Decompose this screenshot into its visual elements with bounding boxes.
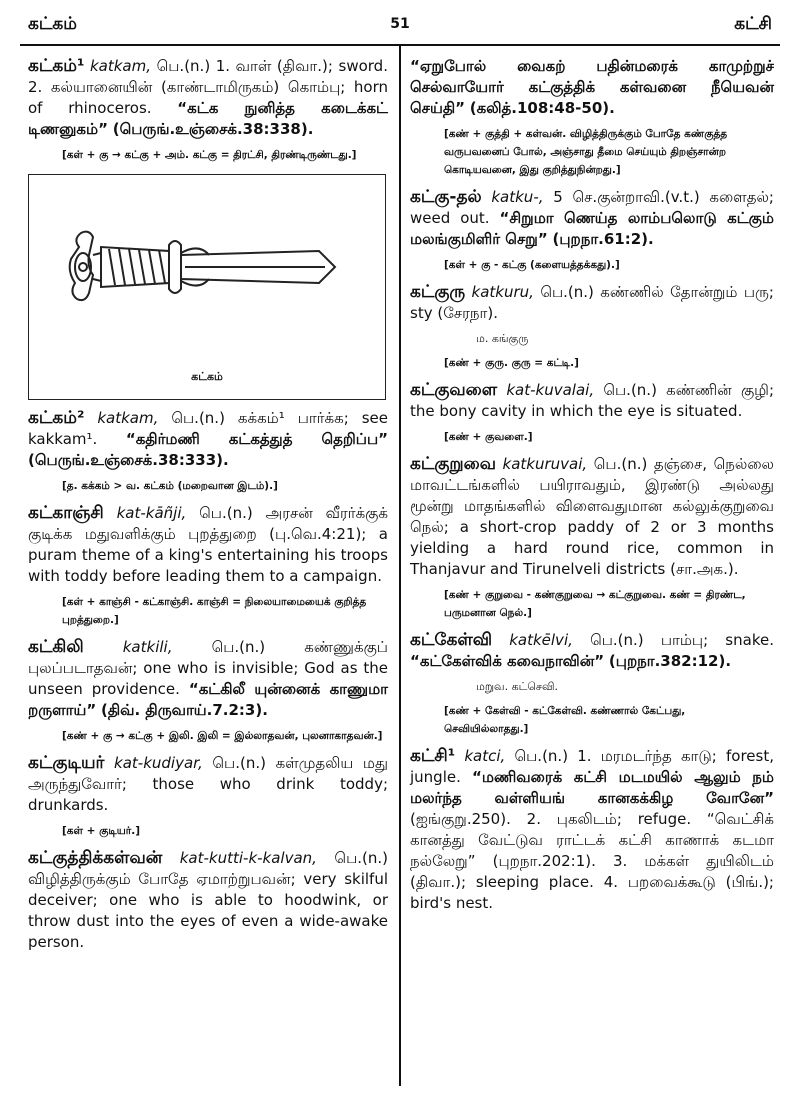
headword: கட்குவளை xyxy=(410,380,498,400)
entry-katkelvi xyxy=(410,630,774,672)
etymology: [கண் + குத்தி + கள்வன். விழித்திருக்கும் போதே கண்குத்த வருபவனைப் போல், அஞ்சாது தீமை செய்யும் திறஞ்சான்ற கொடியவனை, இது குறித்துநின்றது.] xyxy=(444,128,728,176)
headword: கட்கம்¹ xyxy=(28,56,85,76)
entry-katkudiyar xyxy=(28,753,388,816)
headword: கட்கேள்வி xyxy=(410,630,493,650)
entry-katci-1 xyxy=(410,746,774,914)
definition: பெ.(n.) பாம்பு; snake. xyxy=(590,631,774,649)
etymology: [கண் + குரு. குரு = கட்டி.] xyxy=(444,357,579,369)
definition: பெ.(n.) 1. மரமடர்ந்த காடு; forest, jungle. xyxy=(410,747,774,786)
etymology: [கள் + கு - கட்கு (களையத்தக்கது).] xyxy=(444,259,620,271)
citation-quote: “கட்கேள்விக் கவைநாவின்” xyxy=(410,652,605,670)
transliteration: katci, xyxy=(464,747,506,765)
definition: பெ.(n.) கண்ணில் தோன்றும் பரு; sty (சேரநா). xyxy=(410,283,774,322)
right-column xyxy=(410,56,774,920)
definition-continued: (ஐங்குறு.250). 2. புகலிடம்; refuge. “வெட்சிக் கானத்து வேட்டுவ ராட்டக் கட்சி காணாக் கடமா நல்லேறு” (புறநா.202:1). 3. மக்கள் துயிலிடம் (திவா.); sleeping place. 4. பறவைக்கூடு (பிங்.); bird's nest. xyxy=(410,810,774,912)
citation-quote: “ஏறுபோல் வைகற் பதின்மரைக் காமுற்றுச் செல்வாயோர் கட்குத்திக் கள்வனை நீயெவன் செய்தி” xyxy=(410,57,774,117)
etymology: [கண் + கு → கட்கு + இலி. இலி = இல்லாதவன், புலனாகாதவன்.] xyxy=(62,730,383,742)
transliteration: kat-kudiyar, xyxy=(114,754,203,772)
citation-quote: “கட்க நுனித்த கடைக்கட் டிணனுகம்” xyxy=(28,99,388,138)
definition: பெ.(n.) அரசன் வீரர்க்குக் குடிக்க மதுவளிக்கும் புறத்துறை (பு.வெ.4:21); a puram theme of a king's entertaining his troops with toddy before leading them to a campaign. xyxy=(28,504,388,585)
page-header xyxy=(28,14,772,40)
definition: பெ.(n.) 1. வாள் (திவா.); sword. 2. கல்யானையின் (காண்டாமிருகம்) கொம்பு; horn of rhinoceros. xyxy=(28,57,388,117)
etymology: [கண் + கேள்வி - கட்கேள்வி. கண்ணால் கேட்பது, செவியில்லாதது.] xyxy=(444,705,686,735)
page-number: 51 xyxy=(390,16,410,32)
transliteration: katkam, xyxy=(97,409,159,427)
entry-katkuruvai xyxy=(410,454,774,580)
entry-katkam-1 xyxy=(28,56,388,140)
headword: கட்காஞ்சி xyxy=(28,503,104,523)
transliteration: katkuru, xyxy=(471,283,534,301)
entry-katkuru xyxy=(410,282,774,324)
entry-continuation xyxy=(410,56,774,119)
entry-katkam-2 xyxy=(28,408,388,471)
transliteration: katkili, xyxy=(122,638,173,656)
headword: கட்குறுவை xyxy=(410,454,496,474)
citation-ref: (புறநா.61:2). xyxy=(552,230,654,248)
definition: பெ.(n.) கள்முதலிய மது அருந்துவோர்; those who drink toddy; drunkards. xyxy=(28,754,388,814)
etymology: [கள் + கு → கட்கு + அம். கட்கு = திரட்சி, திரண்டிருண்டது.] xyxy=(62,149,357,161)
sword-icon xyxy=(29,175,385,399)
citation-ref: (புறநா.382:12). xyxy=(608,652,732,670)
transliteration: katkuruvai, xyxy=(502,455,588,473)
etymology: [கண் + குறுவை - கண்குறுவை → கட்குறுவை. கண் = திரண்ட, பருமனான நெல்.] xyxy=(444,589,746,619)
etymology: [கண் + குவளை.] xyxy=(444,431,533,443)
transliteration: kat-kāñji, xyxy=(116,504,187,522)
definition: பெ.(n.) விழித்திருக்கும் போதே ஏமாற்றுபவன்; very skilful deceiver; one who is able to hoodwink, or throw dust into the eyes of even a wide-awake person. xyxy=(28,849,388,951)
citation-quote: “சிறுமா ணெய்த லாம்பலொடு கட்கும் மலங்குமிளிர் செறு” xyxy=(410,209,774,248)
entry-katkili xyxy=(28,637,388,721)
etymology: [த. கக்கம் > வ. கட்கம் (மறைவான இடம்).] xyxy=(62,480,278,492)
header-right-guideword: கட்சி xyxy=(734,14,772,34)
definition: பெ.(n.) கக்கம்¹ பார்க்க; see kakkam¹. xyxy=(28,409,388,448)
etymology: [கள் + காஞ்சி - கட்காஞ்சி. காஞ்சி = நிலையாமையைக் குறித்த புறத்துறை.] xyxy=(62,596,367,626)
entry-katkutal xyxy=(410,187,774,250)
figure-caption: கட்கம் xyxy=(191,370,223,383)
entry-katkuvalai xyxy=(410,380,774,422)
citation-ref: (பெருங்.உஞ்சைக்.38:338). xyxy=(112,120,314,138)
citation-quote: “கட்கிலீ யுன்னைக் காணுமா றருளாய்” xyxy=(28,680,388,719)
headword: கட்சி¹ xyxy=(410,746,456,766)
etymology: [கள் + குடியர்.] xyxy=(62,825,141,837)
citation-quote: “கதிர்மணி கட்கத்துத் தெறிப்ப” xyxy=(125,430,388,448)
headword: கட்குடியர் xyxy=(28,753,105,773)
synonym-note: மறுவ. கட்செவி. xyxy=(476,680,559,693)
definition: பெ.(n.) கண்ணின் குழி; the bony cavity in which the eye is situated. xyxy=(410,381,774,420)
transliteration: katkam, xyxy=(89,57,152,75)
definition: 5 செ.குன்றாவி.(v.t.) களைதல்; weed out. xyxy=(410,188,774,227)
citation-ref: (கலித்.108:48-50). xyxy=(469,99,615,117)
entry-katkuttikkalvan xyxy=(28,848,388,953)
citation-ref: (திவ். திருவாய்.7.2:3). xyxy=(100,701,268,719)
citation-ref: (பெருங்.உஞ்சைக்.38:333). xyxy=(28,451,229,469)
transliteration: katkēlvi, xyxy=(509,631,573,649)
headword: கட்கு-தல் xyxy=(410,187,482,207)
entry-katkanji xyxy=(28,503,388,587)
column-divider xyxy=(399,46,401,1086)
headword: கட்குரு xyxy=(410,282,466,302)
cognate-note: ம. கங்குரு xyxy=(476,332,529,345)
transliteration: kat-kuvalai, xyxy=(506,381,595,399)
headword: கட்குத்திக்கள்வன் xyxy=(28,848,163,868)
headword: கட்கிலி xyxy=(28,637,84,657)
sword-illustration xyxy=(28,174,386,400)
definition: பெ.(n.) கண்ணுக்குப் புலப்படாதவன்; one who is invisible; God as the unseen providence. xyxy=(28,638,388,698)
transliteration: kat-kutti-k-kalvan, xyxy=(179,849,317,867)
definition: பெ.(n.) தஞ்சை, நெல்லை மாவட்டங்களில் பயிராவதும், இரண்டு அல்லது மூன்று மாதங்களில் விளைவதுமான கல்லுக்குறுவை நெல்; a short-crop paddy of 2 or 3 months yielding a hard round rice, common in Thanjavur and Tirunelveli districts (சா.அக.). xyxy=(410,455,774,578)
left-column xyxy=(28,56,388,959)
transliteration: katku-, xyxy=(491,188,544,206)
headword: கட்கம்² xyxy=(28,408,85,428)
citation-quote: “மணிவரைக் கட்சி மடமயில் ஆலும் நம் மலர்ந்த வள்ளியங் கானகக்கிழ வோனே” xyxy=(410,768,774,807)
header-left-guideword: கட்கம் xyxy=(28,14,77,34)
